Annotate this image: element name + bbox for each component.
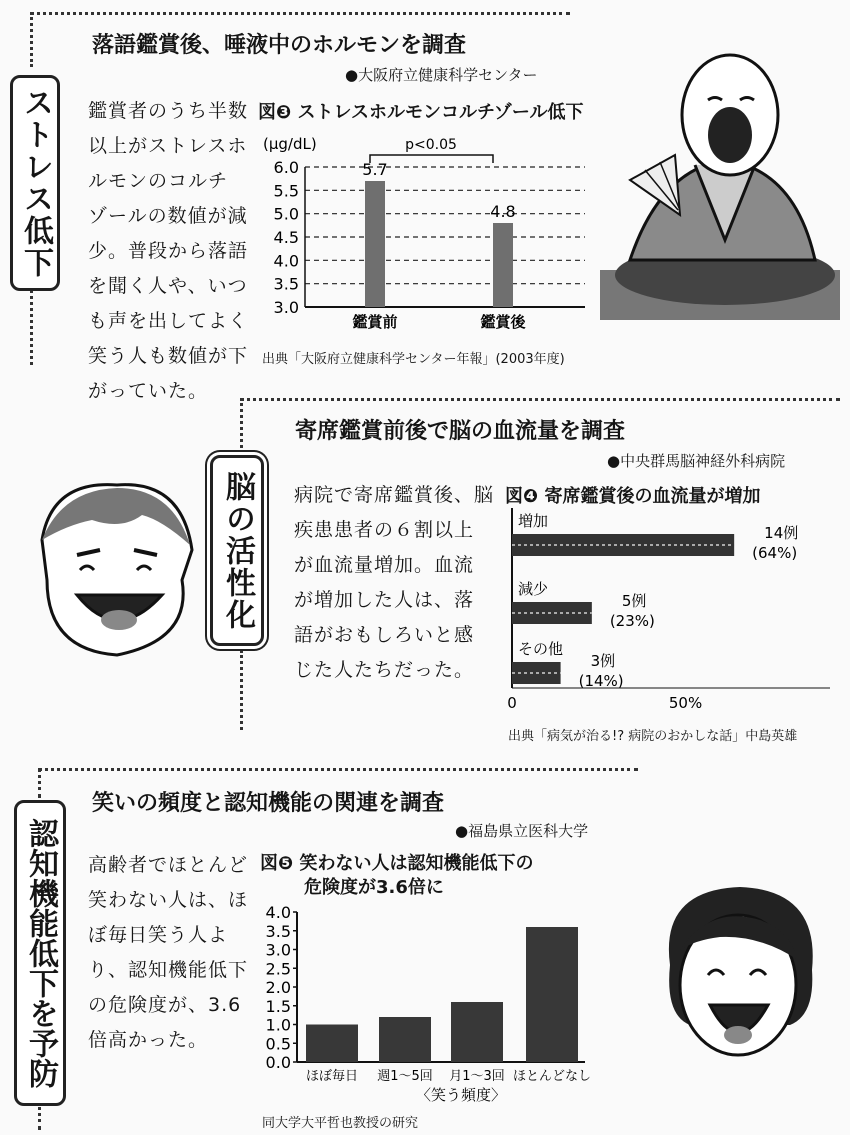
count-label: 3例	[590, 652, 616, 670]
bar-0	[365, 181, 385, 307]
body-line: ルモンのコルチ	[88, 170, 229, 192]
section3-citation: 同大学大平哲也教授の研究	[262, 1116, 419, 1131]
section2-citation: 出典「病気が治る!? 病院のおかしな話」中島英雄	[508, 729, 798, 744]
y-tick-label: 0.0	[265, 1053, 291, 1072]
y-tick-label: 5.5	[273, 181, 299, 201]
x-tick-label: 鑑賞後	[480, 313, 526, 331]
y-tick-label: 6.0	[273, 158, 299, 177]
section2-body	[294, 478, 499, 688]
section3-figure-title-line2: 危険度が3.6倍に	[304, 877, 444, 898]
section3-side-label: 認知機能低下を予防	[14, 800, 66, 1106]
percent-label: (23%)	[609, 612, 655, 630]
count-label: 14例	[764, 524, 799, 542]
section3-body	[88, 848, 253, 1058]
body-line: 鑑賞者のうち半数	[88, 100, 249, 122]
x-tick-label: ほぼ毎日	[305, 1069, 359, 1084]
bar-0	[306, 1025, 358, 1063]
body-line: 病院で寄席鑑賞後、脳	[294, 484, 495, 506]
bar-3	[526, 927, 578, 1062]
y-tick-label: 4.5	[273, 228, 299, 247]
percent-label: (14%)	[578, 672, 624, 690]
x-tick-label: 鑑賞前	[352, 313, 398, 331]
section1-citation: 出典「大阪府立健康科学センター年報」(2003年度)	[262, 352, 565, 367]
bar-value-label: 5.7	[362, 160, 388, 179]
rakugo-performer-illustration	[600, 40, 840, 330]
category-label: 減少	[518, 580, 549, 598]
bar-2	[451, 1002, 503, 1062]
body-line: じた人たちだった。	[294, 659, 475, 681]
count-label: 5例	[621, 592, 647, 610]
x-tick-label: 50%	[668, 694, 703, 712]
section1-title: 落語鑑賞後、唾液中のホルモンを調査	[92, 33, 467, 58]
section3-dotted-border-top	[38, 768, 638, 771]
y-tick-label: 2.5	[265, 959, 291, 979]
y-tick-label: 3.0	[265, 940, 291, 960]
category-label: その他	[518, 640, 564, 658]
y-tick-label: 0.5	[265, 1034, 291, 1054]
section2-figure-title: 図❹ 寄席鑑賞後の血流量が増加	[505, 486, 761, 507]
y-tick-label: 4.0	[273, 251, 299, 271]
laughing-boy-illustration	[22, 470, 202, 670]
y-axis-unit-label: (μg/dL)	[263, 135, 317, 153]
section3-figure-title-line1: 図❺ 笑わない人は認知機能低下の	[260, 853, 534, 874]
y-tick-label: 5.0	[273, 204, 299, 224]
section2-dotted-border-left-lower	[240, 650, 243, 730]
laughing-woman-illustration	[640, 875, 830, 1075]
section1-body	[88, 94, 253, 409]
bar-1	[493, 223, 513, 307]
blood-flow-chart	[500, 508, 840, 723]
y-tick-label: 1.0	[265, 1015, 291, 1035]
y-tick-label: 3.5	[265, 921, 291, 941]
section1-dotted-border-left	[30, 12, 33, 67]
section1-dotted-border-top	[30, 12, 570, 15]
body-line: も声を出してよく	[88, 310, 249, 332]
section3-figure-title	[260, 852, 534, 900]
body-line: の危険度が、3.6	[88, 994, 242, 1016]
y-tick-label: 2.0	[265, 978, 291, 997]
body-line: 語がおもしろいと感	[294, 624, 475, 646]
body-line: 笑う人も数値が下	[88, 345, 249, 367]
body-line: を聞く人や、いつ	[88, 275, 248, 297]
body-line: 高齢者でほとんど	[88, 854, 249, 876]
y-tick-label: 1.5	[265, 996, 291, 1016]
body-line: がっていた。	[88, 380, 209, 402]
significance-bracket	[370, 155, 493, 163]
x-tick-label: 週1～5回	[377, 1069, 433, 1084]
body-line: ゾールの数値が減	[88, 205, 248, 227]
section1-source: ●大阪府立健康科学センター	[345, 66, 538, 84]
x-tick-label: 0	[507, 694, 517, 712]
section2-dotted-border-top	[240, 398, 840, 401]
laughter-frequency-chart	[255, 900, 595, 1110]
y-tick-label: 4.0	[265, 903, 291, 922]
body-line: が増加した人は、落	[294, 589, 475, 611]
section1-dotted-border-left-lower	[30, 290, 33, 365]
y-tick-label: 3.0	[273, 298, 299, 317]
x-axis-title: 〈笑う頻度〉	[415, 1086, 507, 1104]
section1-side-label: ストレス低下	[10, 75, 60, 291]
section3-title: 笑いの頻度と認知機能の関連を調査	[92, 791, 445, 816]
body-line: 笑わない人は、ほ	[88, 889, 249, 911]
body-line: 少。普段から落語	[88, 240, 249, 262]
x-tick-label: ほとんどなし	[512, 1069, 592, 1084]
section3-source: ●福島県立医科大学	[455, 822, 589, 840]
y-tick-label: 3.5	[273, 274, 299, 294]
body-line: が血流量増加。血流	[294, 554, 475, 576]
body-line: ぼ毎日笑う人よ	[88, 924, 229, 946]
bar-value-label: 4.8	[490, 202, 516, 221]
body-line: 疾患患者の６割以上	[294, 519, 475, 541]
body-line: 倍高かった。	[88, 1029, 209, 1051]
section2-dotted-border-left	[240, 398, 243, 448]
x-tick-label: 月1～3回	[449, 1069, 505, 1084]
body-line: り、認知機能低下	[88, 959, 249, 981]
significance-label: p<0.05	[405, 137, 457, 153]
section3-dotted-border-left	[38, 768, 41, 798]
category-label: 増加	[518, 512, 549, 530]
body-line: 以上がストレスホ	[88, 135, 248, 157]
section2-source: ●中央群馬脳神経外科病院	[607, 452, 786, 470]
section1-figure-title: 図❸ ストレスホルモンコルチゾール低下	[258, 102, 584, 123]
section2-title: 寄席鑑賞前後で脳の血流量を調査	[295, 419, 626, 444]
bar-1	[379, 1017, 431, 1062]
cortisol-chart	[255, 125, 590, 340]
percent-label: (64%)	[752, 544, 798, 562]
section2-side-label: 脳の活性化	[210, 455, 264, 646]
